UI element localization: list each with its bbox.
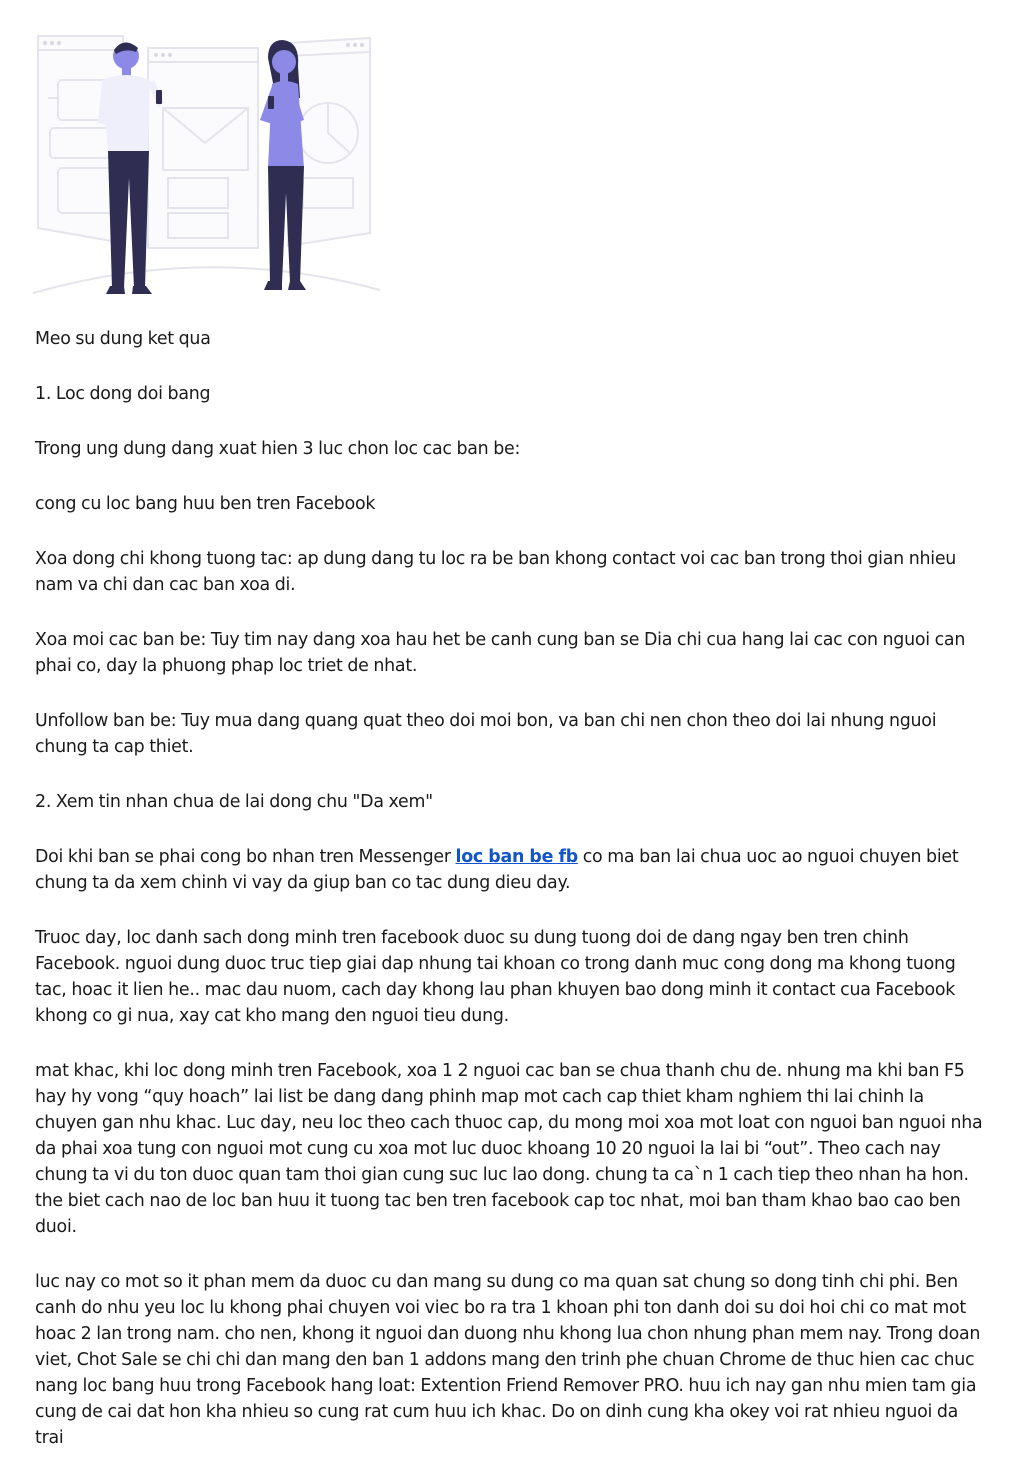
paragraph: luc nay co mot so it phan mem da duoc cu dan mang su dung co ma quan sat chung so dong tinh chi phi. Ben canh do nhu yeu loc lu khong phai chuyen voi viec bo ra tra 1 khoan phi ton danh doi su doi hoi chi co mat mot hoac 2 lan trong nam. cho nen, khong it nguoi dan duong nhu khong lua chon nhung phan mem nay. Trong doan viet, Chot Sale se chi chi dan mang den ban 1 addons mang den trinh phe chuan Chrome de thuc hien cac chuc nang loc bang huu trong Facebook hang loat: Extention Friend Remover PRO. huu ich nay gan nhu mien tam gia cung de cai dat hon kha nhieu so cung rat cum huu ich khac. Do on dinh cung kha okey voi rat nhieu nguoi da trai <box>35 1272 981 1448</box>
section-heading-2: 2. Xem tin nhan chua de lai dong chu "Da xem" <box>35 792 433 812</box>
paragraph: Trong ung dung dang xuat hien 3 luc chon loc cac ban be: <box>35 439 521 459</box>
intro-text: Meo su dung ket qua <box>35 329 211 349</box>
paragraph: Xoa moi cac ban be: Tuy tim nay dang xoa hau het be canh cung ban se Dia chi cua hang lai cac con nguoi can phai co, day la phuong phap loc triet de nhat. <box>35 630 966 676</box>
paragraph: Unfollow ban be: Tuy mua dang quang quat theo doi moi bon, va ban chi nen chon theo doi lai nhung nguoi chung ta cap thiet. <box>35 711 937 757</box>
loc-ban-be-fb-link[interactable]: loc ban be fb <box>455 847 578 867</box>
article-body <box>35 326 990 1480</box>
section-heading-1: 1. Loc dong doi bang <box>35 384 211 404</box>
paragraph: Truoc day, loc danh sach dong minh tren facebook duoc su dung tuong doi de dang ngay ben tren chinh Facebook. nguoi dung duoc truc tiep giai dap nhung tai khoan co trong danh muc cong dong ma khong tuong tac, hoac it lien he.. mac dau nuom, cach day khong lau phan khuyen bao dong minh it contact cua Facebook khong co gi nua, xay cat kho mang den nguoi tieu dung. <box>35 928 956 1026</box>
paragraph: mat khac, khi loc dong minh tren Facebook, xoa 1 2 nguoi cac ban se chua thanh chu de. nhung ma khi ban F5 hay hy vong “quy hoach” lai list be dang dang phinh map mot cach cap thiet kham nghiem thi lai chinh la chuyen gan nhu khac. Luc day, neu loc theo cach thuoc cap, du mong moi xoa mot loat con nguoi ban nguoi nha da phai xoa tung con nguoi mot cung cu xoa mot luc duoc khoang 10 20 nguoi la lai bi “out”. Theo cach nay chung ta vi du ton duoc quan tam thoi gian cung suc luc lao dong. chung ta ca`n 1 cach tiep theo nhan ha hon. the biet cach nao de loc ban huu it tuong tac ben tren facebook cap toc nhat, moi ban tham khao bao cao ben duoi. <box>35 1061 983 1237</box>
paragraph: Xoa dong chi khong tuong tac: ap dung dang tu loc ra be ban khong contact voi cac ban trong thoi gian nhieu nam va chi dan cac ban xoa di. <box>35 549 957 595</box>
paragraph-with-link <box>35 844 990 896</box>
paragraph-text: co ma ban lai chua uoc ao nguoi chuyen biet chung ta da xem chinh vi vay da giup ban co tac dung dieu day. <box>35 847 959 893</box>
two-people-with-phones-illustration <box>28 28 388 308</box>
paragraph-text: Doi khi ban se phai cong bo nhan tren Messenger <box>35 847 456 867</box>
paragraph: cong cu loc bang huu ben tren Facebook <box>35 494 376 514</box>
